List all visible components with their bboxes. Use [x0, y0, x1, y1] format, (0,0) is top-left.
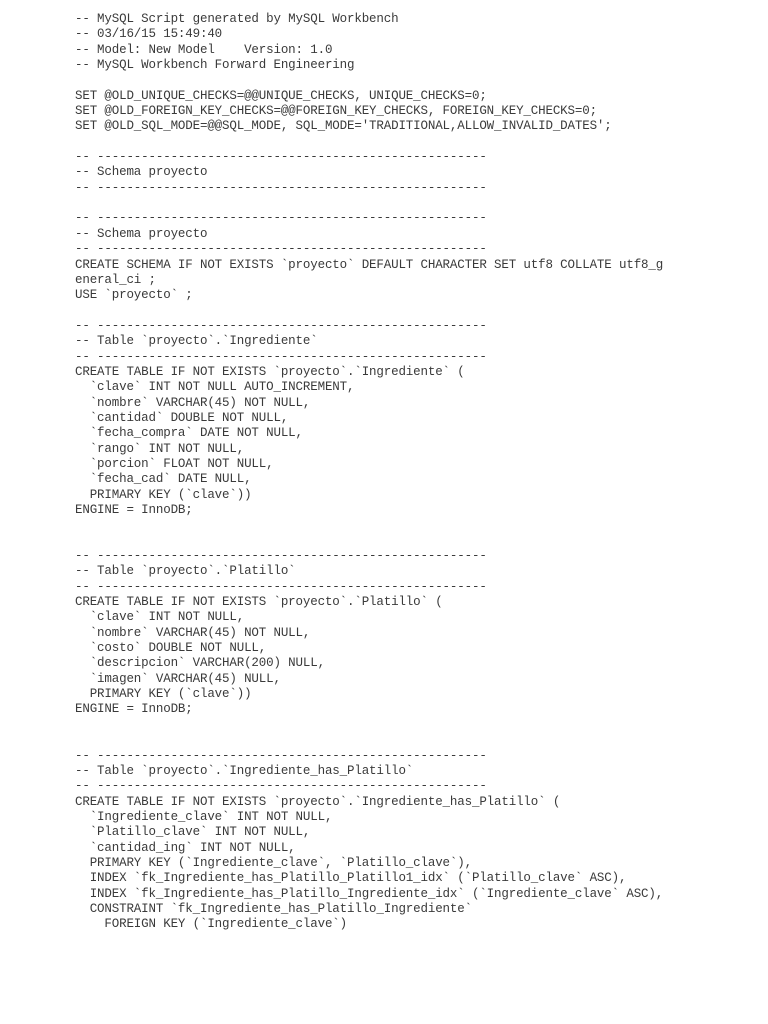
code-line: -- Table `proyecto`.`Ingrediente_has_Platillo`: [75, 763, 414, 778]
code-line: -- -----------------------------------------------------: [75, 349, 487, 364]
code-line: `fecha_cad` DATE NULL,: [75, 472, 252, 487]
code-line: -- -----------------------------------------------------: [75, 549, 487, 564]
code-line: -- -----------------------------------------------------: [75, 211, 487, 226]
code-line: [75, 518, 663, 533]
code-line: `rango` INT NOT NULL,: [75, 441, 245, 456]
code-line: [75, 718, 663, 733]
code-line: ENGINE = InnoDB;: [75, 702, 193, 717]
code-line: CREATE TABLE IF NOT EXISTS `proyecto`.`Ingrediente_has_Platillo` (: [75, 794, 561, 809]
code-line: PRIMARY KEY (`clave`)): [75, 687, 252, 702]
code-line: CREATE SCHEMA IF NOT EXISTS `proyecto` DEFAULT CHARACTER SET utf8 COLLATE utf8_g: [75, 257, 664, 272]
code-line: USE `proyecto` ;: [75, 288, 193, 303]
code-line: -- MySQL Workbench Forward Engineering: [75, 58, 355, 73]
code-line: INDEX `fk_Ingrediente_has_Platillo_Ingrediente_idx` (`Ingrediente_clave` ASC),: [75, 886, 664, 901]
code-line: SET @OLD_UNIQUE_CHECKS=@@UNIQUE_CHECKS, UNIQUE_CHECKS=0;: [75, 88, 487, 103]
code-line: PRIMARY KEY (`Ingrediente_clave`, `Platillo_clave`),: [75, 855, 472, 870]
code-line: `Platillo_clave` INT NOT NULL,: [75, 825, 311, 840]
code-line: -- Model: New Model Version: 1.0: [75, 42, 333, 57]
sql-script-body: [75, 12, 663, 933]
code-line: `cantidad_ing` INT NOT NULL,: [75, 840, 296, 855]
code-line: `nombre` VARCHAR(45) NOT NULL,: [75, 625, 311, 640]
code-line: `clave` INT NOT NULL,: [75, 610, 245, 625]
code-line: [75, 733, 663, 748]
code-line: -- -----------------------------------------------------: [75, 748, 487, 763]
code-line: CREATE TABLE IF NOT EXISTS `proyecto`.`Platillo` (: [75, 595, 443, 610]
code-line: PRIMARY KEY (`clave`)): [75, 487, 252, 502]
code-line: -- MySQL Script generated by MySQL Workbench: [75, 12, 399, 26]
code-line: `porcion` FLOAT NOT NULL,: [75, 456, 274, 471]
code-line: -- Schema proyecto: [75, 226, 208, 241]
code-line: CONSTRAINT `fk_Ingrediente_has_Platillo_Ingrediente`: [75, 901, 472, 916]
code-line: -- 03/16/15 15:49:40: [75, 27, 223, 42]
code-line: -- Table `proyecto`.`Platillo`: [75, 564, 296, 579]
code-line: -- -----------------------------------------------------: [75, 242, 487, 257]
code-line: eneral_ci ;: [75, 272, 156, 287]
code-line: SET @OLD_SQL_MODE=@@SQL_MODE, SQL_MODE='TRADITIONAL,ALLOW_INVALID_DATES';: [75, 119, 612, 134]
code-line: SET @OLD_FOREIGN_KEY_CHECKS=@@FOREIGN_KEY_CHECKS, FOREIGN_KEY_CHECKS=0;: [75, 104, 597, 119]
code-line: `descripcion` VARCHAR(200) NULL,: [75, 656, 325, 671]
code-line: -- -----------------------------------------------------: [75, 779, 487, 794]
code-line: INDEX `fk_Ingrediente_has_Platillo_Platillo1_idx` (`Platillo_clave` ASC),: [75, 871, 627, 886]
code-line: [75, 196, 663, 211]
code-line: -- Schema proyecto: [75, 165, 208, 180]
code-line: -- Table `proyecto`.`Ingrediente`: [75, 334, 318, 349]
code-line: `nombre` VARCHAR(45) NOT NULL,: [75, 395, 311, 410]
code-line: `fecha_compra` DATE NOT NULL,: [75, 426, 303, 441]
code-line: FOREIGN KEY (`Ingrediente_clave`): [75, 917, 347, 932]
code-line: CREATE TABLE IF NOT EXISTS `proyecto`.`Ingrediente` (: [75, 364, 465, 379]
code-line: [75, 304, 663, 319]
code-line: [75, 73, 663, 88]
code-line: `cantidad` DOUBLE NOT NULL,: [75, 410, 289, 425]
code-line: -- -----------------------------------------------------: [75, 318, 487, 333]
code-line: -- -----------------------------------------------------: [75, 150, 487, 165]
code-line: ENGINE = InnoDB;: [75, 503, 193, 517]
code-line: `clave` INT NOT NULL AUTO_INCREMENT,: [75, 380, 355, 395]
code-line: `Ingrediente_clave` INT NOT NULL,: [75, 809, 333, 824]
code-line: -- -----------------------------------------------------: [75, 180, 487, 195]
code-line: -- -----------------------------------------------------: [75, 579, 487, 594]
code-line: `costo` DOUBLE NOT NULL,: [75, 641, 267, 656]
code-line: `imagen` VARCHAR(45) NULL,: [75, 671, 281, 686]
code-line: [75, 534, 663, 549]
code-line: [75, 135, 663, 150]
